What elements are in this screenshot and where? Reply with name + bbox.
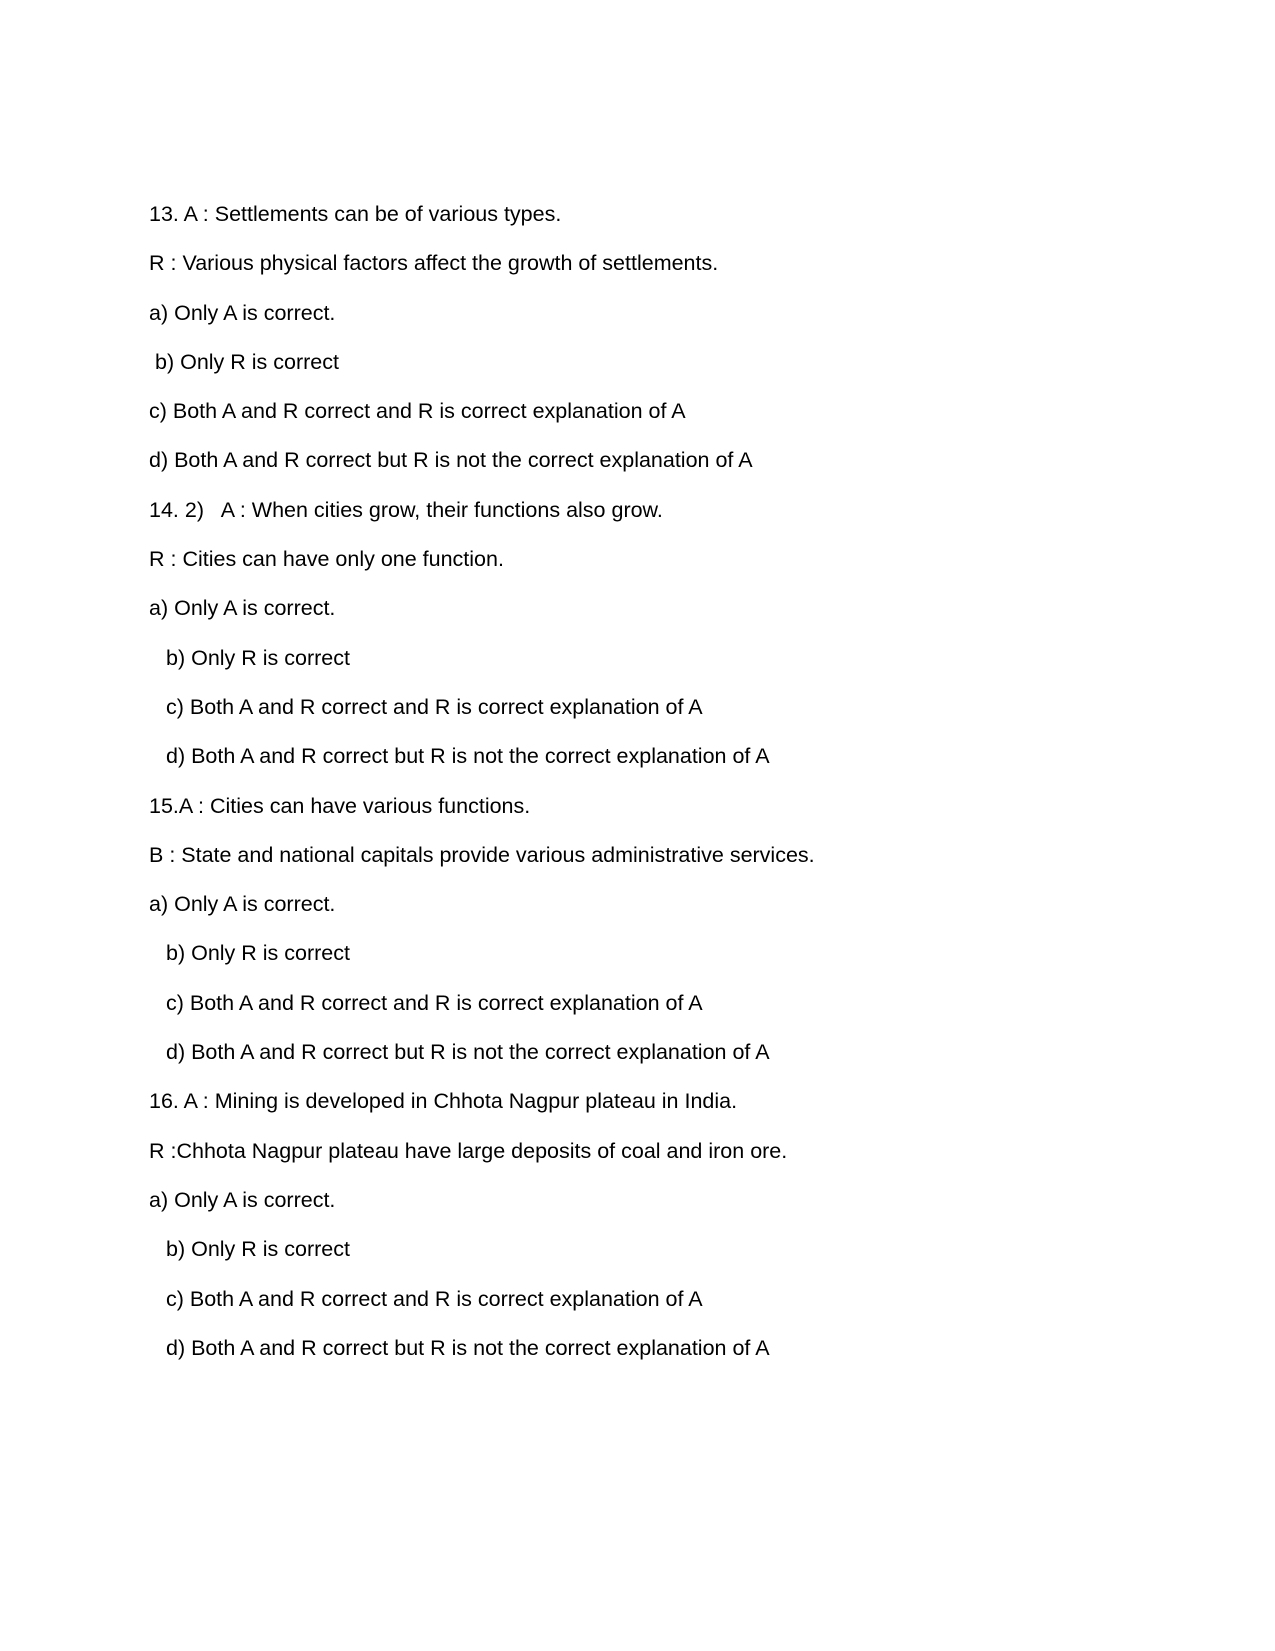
option-d: d) Both A and R correct but R is not the correct explanation of A [149, 448, 753, 473]
option-b: b) Only R is correct [166, 1237, 350, 1262]
option-a: a) Only A is correct. [149, 596, 336, 621]
question-15 [149, 791, 1149, 1087]
option-d: d) Both A and R correct but R is not the correct explanation of A [166, 744, 770, 769]
option-c: c) Both A and R correct and R is correct explanation of A [149, 399, 686, 424]
option-a: a) Only A is correct. [149, 300, 336, 325]
question-13 [149, 199, 1149, 495]
question-reason: R : Cities can have only one function. [149, 547, 504, 572]
option-b: b) Only R is correct [166, 645, 350, 670]
option-a: a) Only A is correct. [149, 1187, 336, 1212]
option-c: c) Both A and R correct and R is correct explanation of A [166, 990, 703, 1015]
question-reason: B : State and national capitals provide various administrative services. [149, 842, 815, 867]
option-a: a) Only A is correct. [149, 892, 336, 917]
option-c: c) Both A and R correct and R is correct explanation of A [166, 1286, 703, 1311]
question-16 [149, 1086, 1149, 1382]
question-reason: R : Various physical factors affect the growth of settlements. [149, 251, 719, 276]
option-d: d) Both A and R correct but R is not the correct explanation of A [166, 1335, 770, 1360]
question-statement: 13. A : Settlements can be of various types. [149, 202, 562, 226]
question-statement: 16. A : Mining is developed in Chhota Nagpur plateau in India. [149, 1089, 738, 1114]
option-c: c) Both A and R correct and R is correct explanation of A [166, 694, 703, 719]
option-b: b) Only R is correct [166, 941, 350, 966]
question-statement: 14. 2) A : When cities grow, their functions also grow. [149, 497, 663, 522]
question-list [149, 199, 1149, 1382]
question-statement: 15.A : Cities can have various functions. [149, 793, 531, 818]
option-d: d) Both A and R correct but R is not the correct explanation of A [166, 1040, 770, 1065]
question-reason: R :Chhota Nagpur plateau have large deposits of coal and iron ore. [149, 1138, 788, 1163]
question-14 [149, 495, 1149, 791]
option-b: b) Only R is correct [155, 349, 339, 374]
